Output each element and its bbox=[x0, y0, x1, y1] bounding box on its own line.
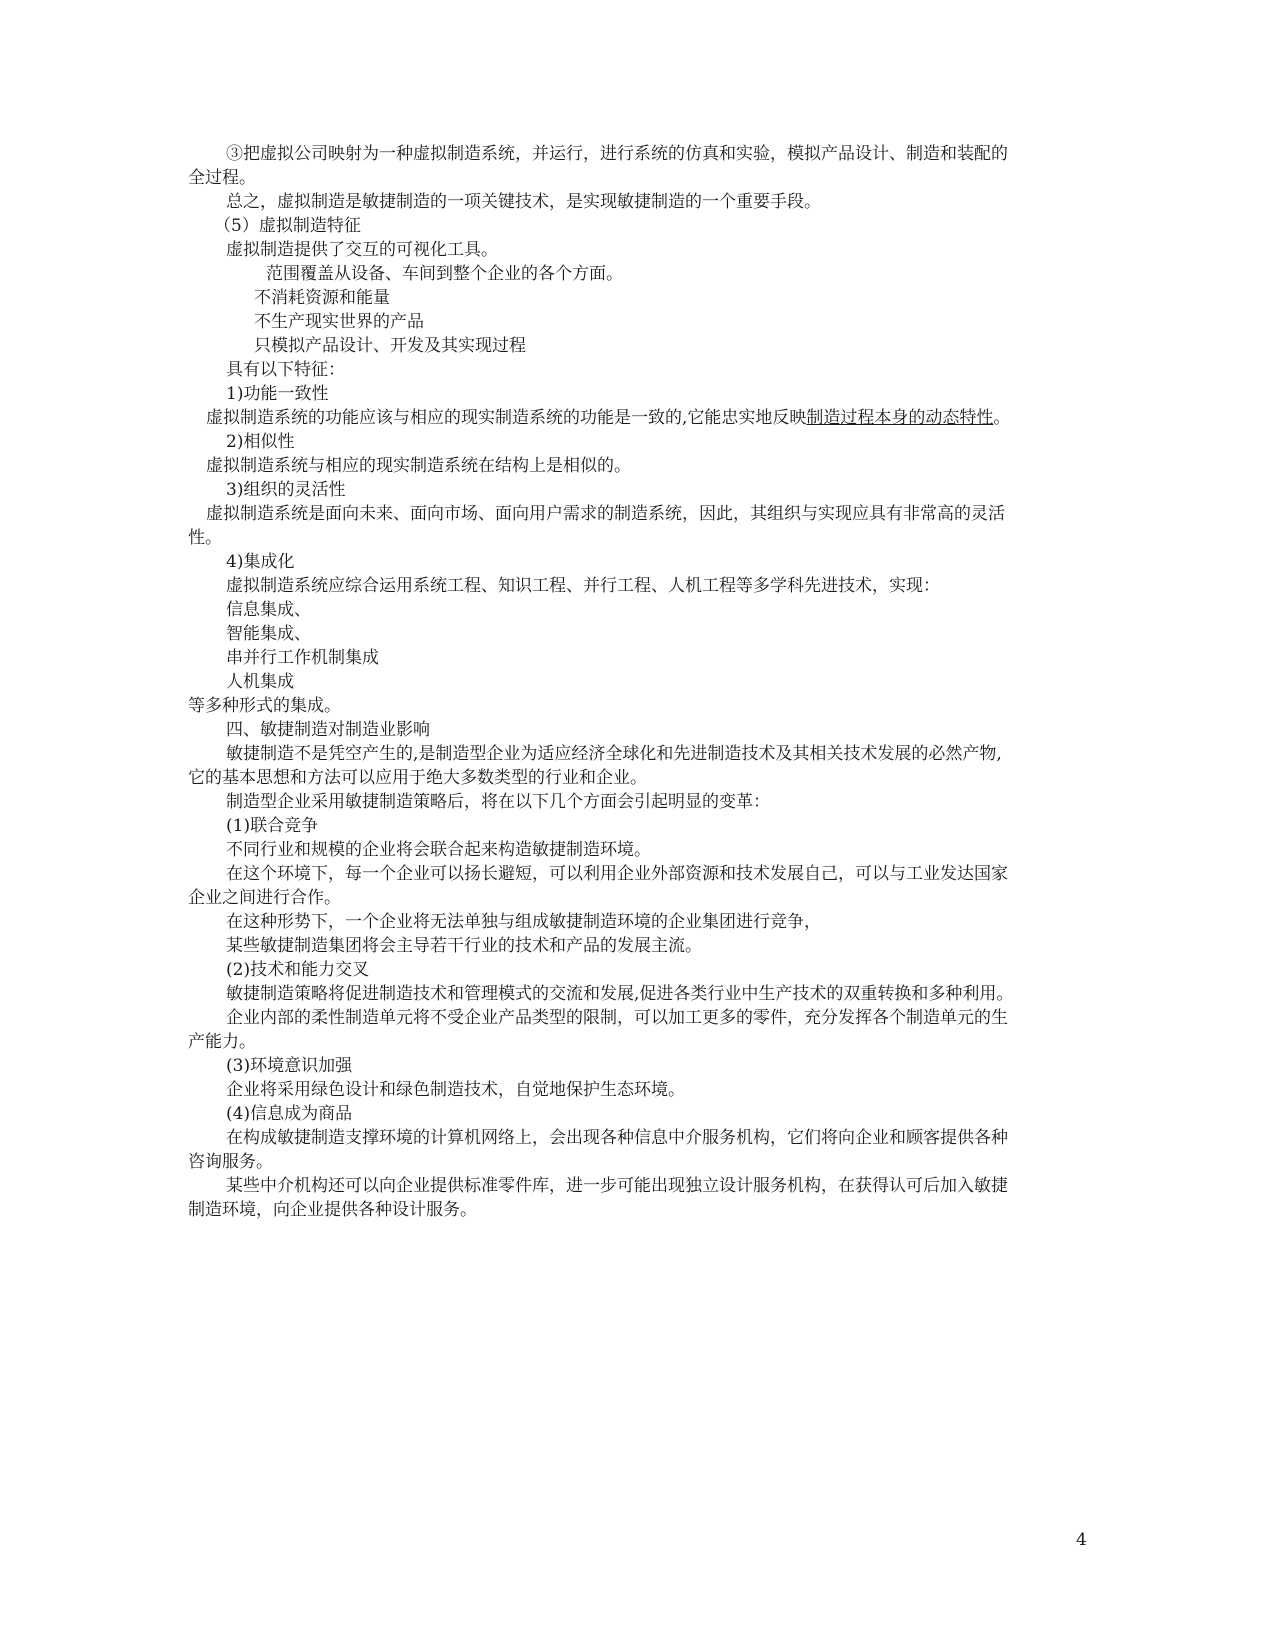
text-line: 制造型企业采用敏捷制造策略后，将在以下几个方面会引起明显的变革： bbox=[226, 792, 770, 812]
text-line: 虚拟制造提供了交互的可视化工具。 bbox=[226, 240, 498, 260]
list-heading: (1)联合竞争 bbox=[226, 816, 319, 836]
text-segment: 虚拟制造系统的功能应该与相应的现实制造系统的功能是一致的,它能忠实地反映 bbox=[206, 408, 807, 428]
list-heading: 1)功能一致性 bbox=[226, 384, 329, 404]
underlined-text: 制造过程本身的动态特性 bbox=[806, 408, 994, 428]
list-heading: 3)组织的灵活性 bbox=[226, 480, 346, 500]
text-line bbox=[206, 406, 1010, 430]
text-line: 企业内部的柔性制造单元将不受企业产品类型的限制，可以加工更多的零件，充分发挥各个制造单元的生 bbox=[226, 1008, 1008, 1028]
text-line: 不生产现实世界的产品 bbox=[254, 312, 424, 332]
text-line: 性。 bbox=[188, 528, 222, 548]
text-line: 具有以下特征： bbox=[226, 360, 345, 380]
text-line: 只模拟产品设计、开发及其实现过程 bbox=[254, 336, 526, 356]
text-line: 串并行工作机制集成 bbox=[226, 648, 379, 668]
text-line: 信息集成、 bbox=[226, 600, 311, 620]
text-line: 虚拟制造系统是面向未来、面向市场、面向用户需求的制造系统，因此，其组织与实现应具有非常高的灵活 bbox=[206, 504, 1005, 524]
list-heading: (4)信息成为商品 bbox=[226, 1104, 353, 1124]
text-line: 它的基本思想和方法可以应用于绝大多数类型的行业和企业。 bbox=[188, 768, 647, 788]
text-line: 敏捷制造策略将促进制造技术和管理模式的交流和发展,促进各类行业中生产技术的双重转换和多种利用。 bbox=[226, 984, 1014, 1004]
list-heading: 2)相似性 bbox=[226, 432, 295, 452]
text-line: 智能集成、 bbox=[226, 624, 311, 644]
list-heading: (3)环境意识加强 bbox=[226, 1056, 353, 1076]
text-line: 等多种形式的集成。 bbox=[188, 696, 341, 716]
text-line: 人机集成 bbox=[226, 672, 294, 692]
text-line: 总之，虚拟制造是敏捷制造的一项关键技术，是实现敏捷制造的一个重要手段。 bbox=[226, 192, 821, 212]
text-line: 虚拟制造系统与相应的现实制造系统在结构上是相似的。 bbox=[206, 456, 631, 476]
text-line: 在这种形势下，一个企业将无法单独与组成敏捷制造环境的企业集团进行竞争， bbox=[226, 912, 821, 932]
section-heading: （5）虚拟制造特征 bbox=[214, 216, 361, 236]
text-line: 不同行业和规模的企业将会联合起来构造敏捷制造环境。 bbox=[226, 840, 651, 860]
text-line: 产能力。 bbox=[188, 1032, 256, 1052]
text-line: 某些敏捷制造集团将会主导若干行业的技术和产品的发展主流。 bbox=[226, 936, 702, 956]
page-number: 4 bbox=[1076, 1530, 1087, 1550]
text-line: 不消耗资源和能量 bbox=[254, 288, 390, 308]
text-line: 制造环境，向企业提供各种设计服务。 bbox=[188, 1200, 477, 1220]
text-line: 敏捷制造不是凭空产生的,是制造型企业为适应经济全球化和先进制造技术及其相关技术发展的必然产物, bbox=[226, 744, 1002, 764]
text-line: 范围覆盖从设备、车间到整个企业的各个方面。 bbox=[266, 264, 623, 284]
text-line: 全过程。 bbox=[188, 168, 256, 188]
text-line: 虚拟制造系统应综合运用系统工程、知识工程、并行工程、人机工程等多学科先进技术，实现： bbox=[226, 576, 940, 596]
list-heading: (2)技术和能力交叉 bbox=[226, 960, 370, 980]
text-line: 某些中介机构还可以向企业提供标准零件库，进一步可能出现独立设计服务机构，在获得认可后加入敏捷 bbox=[226, 1176, 1008, 1196]
list-heading: 4)集成化 bbox=[226, 552, 295, 572]
text-line: 在构成敏捷制造支撑环境的计算机网络上，会出现各种信息中介服务机构，它们将向企业和顾客提供各种 bbox=[226, 1128, 1008, 1148]
text-line: 咨询服务。 bbox=[188, 1152, 273, 1172]
text-line: ③把虚拟公司映射为一种虚拟制造系统，并运行，进行系统的仿真和实验，模拟产品设计、制造和装配的 bbox=[226, 144, 1008, 164]
text-line: 企业之间进行合作。 bbox=[188, 888, 341, 908]
text-line: 企业将采用绿色设计和绿色制造技术，自觉地保护生态环境。 bbox=[226, 1080, 685, 1100]
text-segment: 。 bbox=[993, 408, 1011, 428]
section-heading: 四、敏捷制造对制造业影响 bbox=[226, 720, 430, 740]
text-line: 在这个环境下，每一个企业可以扬长避短，可以利用企业外部资源和技术发展自己，可以与工业发达国家 bbox=[226, 864, 1008, 884]
